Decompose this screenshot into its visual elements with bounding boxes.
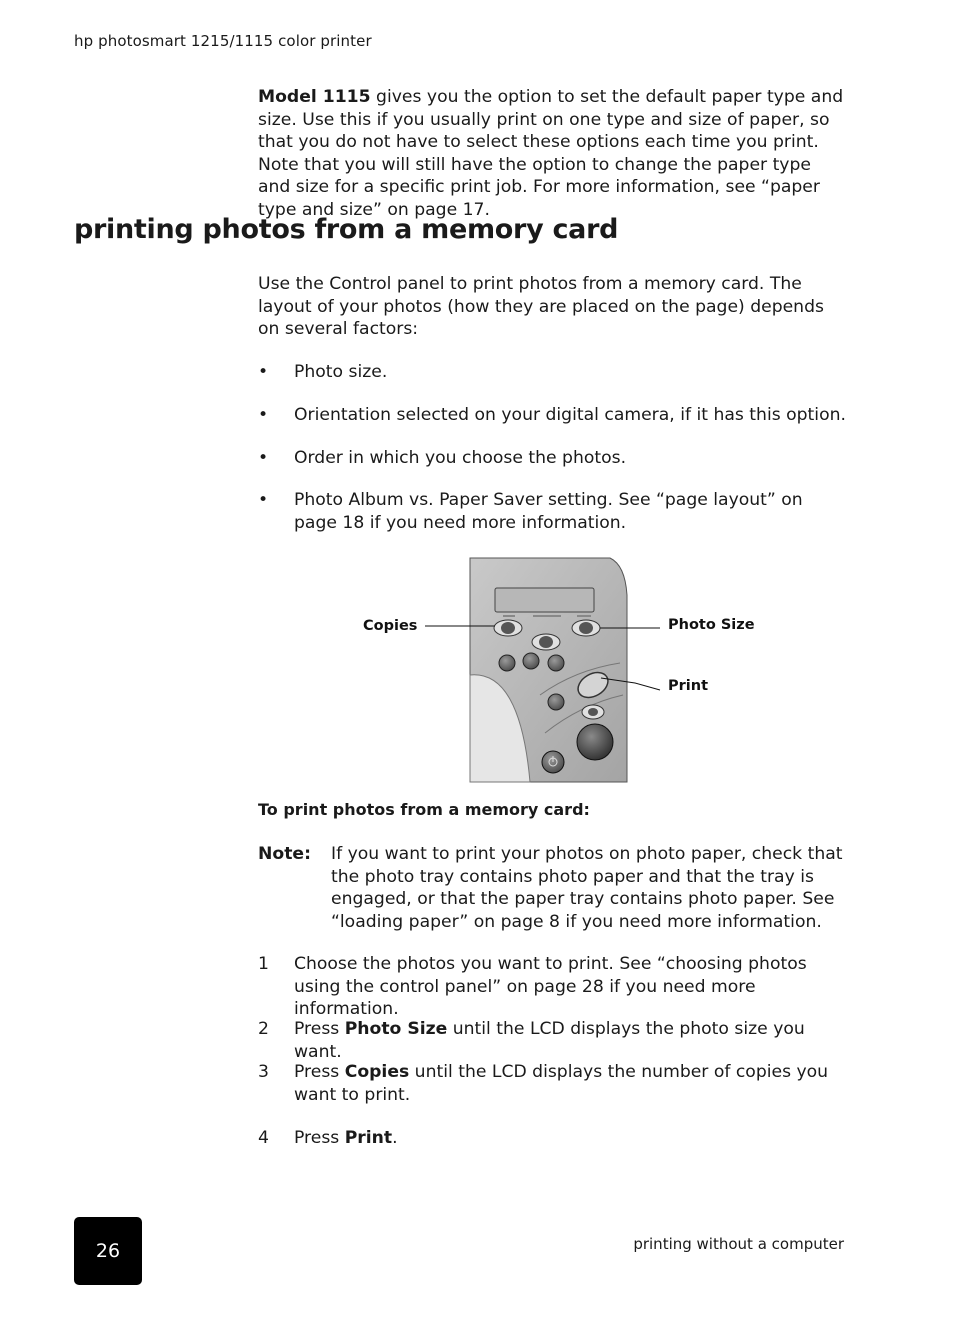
bullet-text: Photo size. [294,362,388,382]
note-text: If you want to print your photos on photo paper, check that the photo tray contains photo paper and that the tray is engaged, or that the paper tray contains photo paper. See “loading paper” on page 8 if you need more information. [331,844,843,932]
note-label: Note: [258,844,311,864]
bullet-text: Order in which you choose the photos. [294,448,627,468]
intro-text: gives you the option to set the default paper type and size. Use this if you usually print on one type and size of paper, so that you do not have to select these options each time you print. Note that you will still have the option to change the paper type and size for a specific print job. For more information, see “paper type and size” on page 17. [258,87,844,220]
print-term: Print [344,1128,393,1148]
step-number: 4 [258,1128,269,1148]
footer-section-name: printing without a computer [633,1235,844,1253]
copies-term: Copies [344,1062,410,1082]
step-text: Choose the photos you want to print. See “choosing photos using the control panel” on page 28 if you need more information. [294,954,807,1019]
page-number: 26 [95,1240,121,1262]
step-number: 3 [258,1062,269,1082]
intro-paragraph [258,86,848,221]
bullet-marker: • [258,448,269,468]
procedure-title: To print photos from a memory card: [258,800,590,819]
section-title: printing photos from a memory card [74,214,619,245]
photo-size-label: Photo Size [668,617,755,633]
running-header: hp photosmart 1215/1115 color printer [74,32,372,50]
description-paragraph: Use the Control panel to print photos from a memory card. The layout of your photos (how they are placed on the page) depends on several factors: [258,274,824,339]
bullet-marker: • [258,362,269,382]
page-number-tab [74,1217,142,1285]
step-text: Press Print. [294,1128,398,1148]
bullet-marker: • [258,405,269,425]
bullet-text: Orientation selected on your digital camera, if it has this option. [294,405,846,425]
step-number: 1 [258,954,269,974]
control-panel-figure [355,555,755,785]
step-text: Press Photo Size until the LCD displays the photo size you want. [294,1019,805,1062]
copies-label: Copies [363,618,418,634]
print-label: Print [668,678,709,694]
bullet-text: Photo Album vs. Paper Saver setting. See “page layout” on page 18 if you need more information. [294,490,803,533]
photo-size-term: Photo Size [344,1019,448,1039]
model-name: Model 1115 [258,87,371,107]
bullet-marker: • [258,490,269,510]
step-text: Press Copies until the LCD displays the number of copies you want to print. [294,1062,829,1105]
step-number: 2 [258,1019,269,1039]
